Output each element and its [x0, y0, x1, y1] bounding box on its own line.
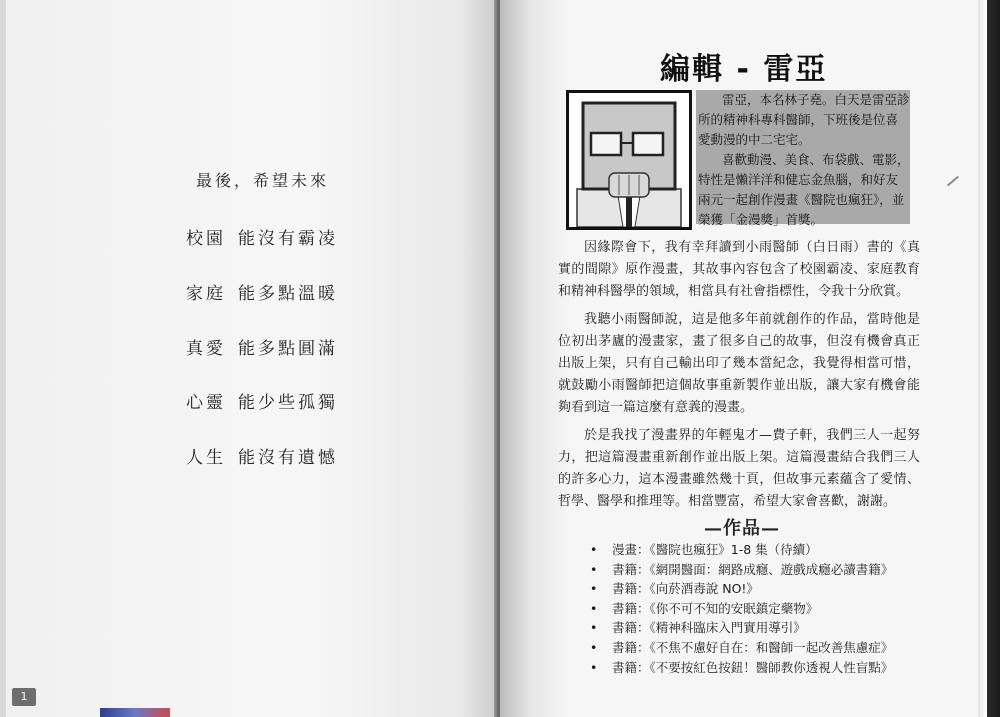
bullet-icon: •	[590, 659, 598, 675]
bullet-icon: •	[590, 620, 598, 636]
work-title: 書籍：《精神科臨床入門實用導引》	[612, 620, 806, 636]
poem-term: 真愛	[186, 339, 226, 359]
author-illustration	[569, 93, 689, 227]
work-title: 漫畫：《醫院也瘋狂》1-8 集（待續）	[612, 542, 818, 557]
poem-line	[186, 443, 338, 468]
bullet-icon: •	[590, 542, 598, 557]
work-title: 書籍：《向菸酒毒說 NO!》	[612, 581, 759, 597]
works-list	[590, 540, 893, 677]
work-title: 書籍：《網開醫面：網路成癮、遊戲成癮必讀書籍》	[612, 561, 894, 577]
list-item	[590, 618, 893, 638]
author-portrait	[566, 90, 692, 230]
poem-line	[186, 279, 338, 304]
list-item	[590, 560, 893, 580]
right-page	[500, 0, 1000, 717]
list-item	[590, 540, 893, 560]
page-title: 編輯 - 雷亞	[660, 52, 828, 87]
bullet-icon: •	[590, 600, 598, 616]
bio-paragraph: 雷亞，本名林子堯。白天是雷亞診所的精神科專科醫師，下班後是位喜愛動漫的中二宅宅。	[698, 92, 910, 147]
bullet-icon: •	[590, 581, 598, 597]
list-item	[590, 638, 893, 658]
poem-line	[186, 388, 338, 413]
poem-title: 最後，希望未來	[196, 171, 330, 190]
poem-wish: 能沒有霸凌	[238, 229, 338, 249]
poem-line	[186, 334, 338, 359]
poem-term: 人生	[186, 448, 226, 468]
bio-paragraph: 喜歡動漫、美食、布袋戲、電影，特性是懶洋洋和健忘金魚腦，和好友兩元一起創作漫畫《醫院也瘋狂》，並榮獲「金漫獎」首獎。	[698, 152, 910, 227]
work-title: 書籍：《不要按紅色按鈕！醫師教你透視人性盲點》	[612, 659, 894, 675]
author-bio	[698, 90, 910, 230]
page-edge	[978, 0, 1000, 717]
list-item	[590, 579, 893, 599]
list-item	[590, 599, 893, 619]
body-text	[558, 237, 920, 519]
body-paragraph: 於是我找了漫畫界的年輕鬼才—費子軒，我們三人一起努力，把這篇漫畫重新創作並出版上架。這篇漫畫結合我們三人的許多心力，這本漫畫雖然幾十頁，但故事元素蘊含了愛情、哲學、醫學和推理等。相當豐富，希望大家會喜歡，謝謝。	[558, 428, 920, 509]
page-edge	[0, 0, 6, 717]
poem-term: 心靈	[186, 393, 226, 413]
poem-term: 家庭	[186, 284, 226, 304]
list-item	[590, 658, 893, 678]
body-paragraph: 我聽小雨醫師說，這是他多年前就創作的作品，當時他是位初出茅廬的漫畫家，畫了很多自己的故事，但沒有機會真正出版上架，只有自己輸出印了幾本當紀念，我覺得相當可惜，就鼓勵小雨醫師把這個故事重新製作並出版，讓大家有機會能夠看到這一篇這麼有意義的漫畫。	[558, 312, 920, 415]
cover-strip	[100, 708, 170, 717]
works-heading: —作品—	[704, 518, 780, 539]
poem-line	[186, 224, 338, 249]
pen-mark	[947, 176, 959, 187]
work-title: 書籍：《你不可不知的安眠鎮定藥物》	[612, 600, 819, 616]
page-number-badge: 1	[12, 688, 36, 706]
bullet-icon: •	[590, 639, 598, 655]
poem-wish: 能沒有遺憾	[238, 448, 338, 468]
bullet-icon: •	[590, 561, 598, 577]
poem-wish: 能多點圓滿	[238, 339, 338, 359]
body-paragraph: 因緣際會下，我有幸拜讀到小雨醫師（白日雨）書的《真實的間隙》原作漫畫，其故事內容包含了校園霸凌、家庭教育和精神科醫學的領域，相當具有社會指標性，令我十分欣賞。	[558, 240, 920, 299]
poem-term: 校園	[186, 229, 226, 249]
poem-wish: 能少些孤獨	[238, 393, 338, 413]
poem-wish: 能多點溫暖	[238, 284, 338, 304]
work-title: 書籍：《不焦不慮好自在：和醫師一起改善焦慮症》	[612, 639, 894, 655]
